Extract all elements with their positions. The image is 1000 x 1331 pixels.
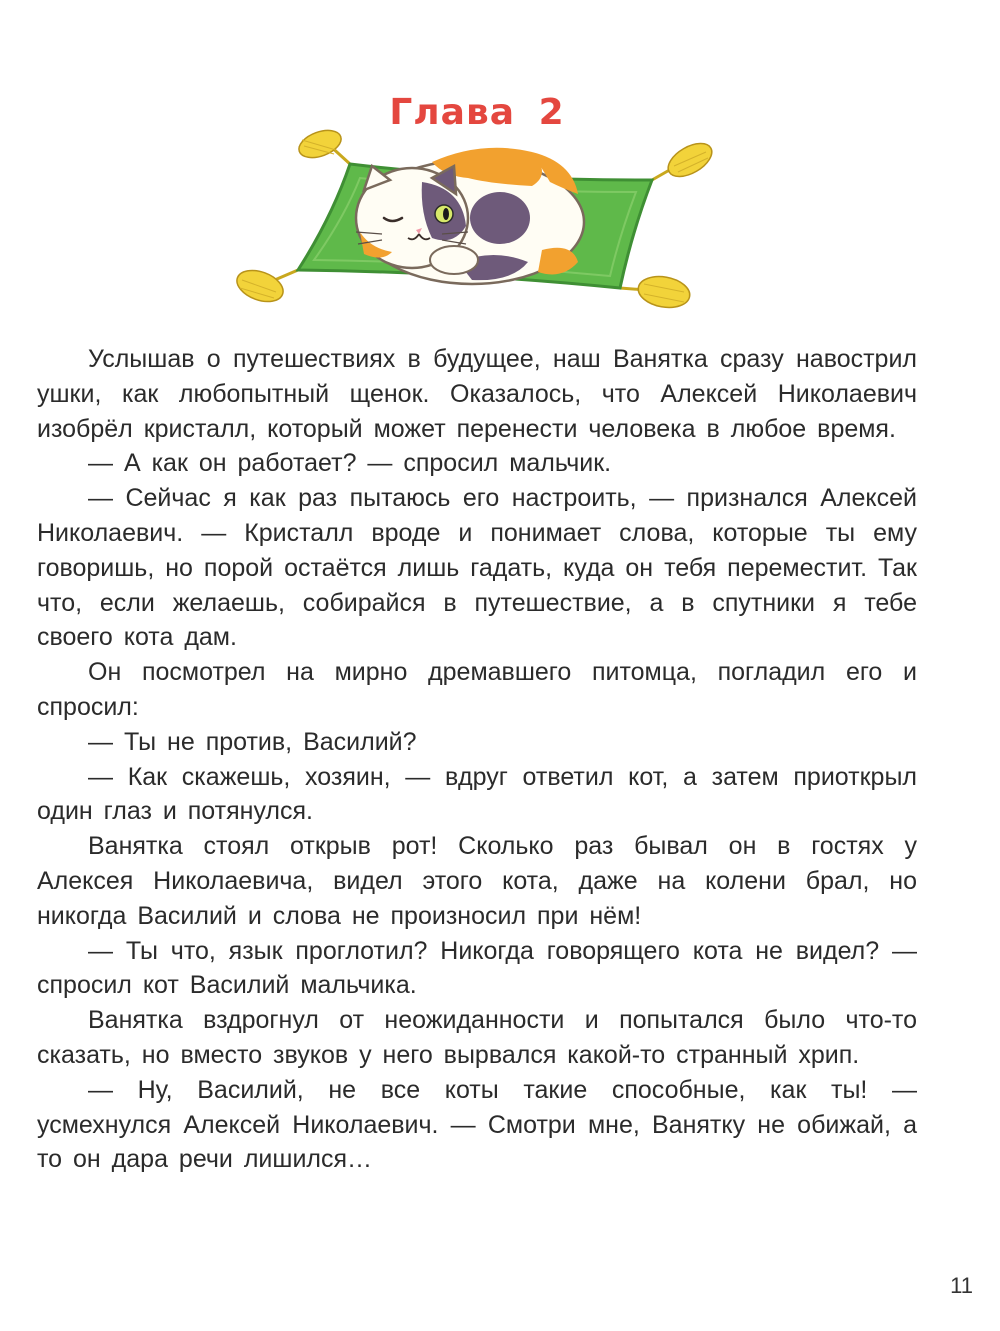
paragraph: — А как он работает? — спросил мальчик. — [88, 449, 612, 478]
pillow-tassel-bottom-right — [620, 273, 692, 312]
pillow-tassel-bottom-left — [233, 265, 298, 308]
paragraph: — Ты не против, Василий? — [88, 727, 417, 756]
paragraph: — Как скажешь, хозяин, — вдруг ответил кот, а затем приоткрыл один глаз и потянулся. — [37, 762, 917, 826]
paragraph: — Ну, Василий, не все коты такие способные, как ты! — усмехнулся Алексей Николаевич. — Смотри мне, Ванятку не обижай, а то он дара речи лишился… — [37, 1075, 917, 1174]
paragraph: Ванятка вздрогнул от неожиданности и попытался было что-то сказать, но вместо звуков у него вырвался какой-то странный хрип. — [37, 1006, 917, 1069]
paragraph: Он посмотрел на мирно дремавшего питомца, погладил его и спросил: — [37, 658, 917, 721]
pillow-tassel-top-right — [652, 137, 717, 184]
sleeping-cat-illustration — [232, 122, 722, 318]
paragraph: — Сейчас я как раз пытаюсь его настроить, — признался Алексей Николаевич. — Кристалл вроде и понимает слова, которые ты ему говоришь, но порой остаётся лишь гадать, куда он тебя переместит. Так что, если желаешь, собирайся в путешествие, а в спутники я тебе своего кота дам. — [37, 484, 917, 652]
paragraph: Услышав о путешествиях в будущее, наш Ванятка сразу навострил ушки, как любопытный щенок. Оказалось, что Алексей Николаевич изобрёл кристалл, который может перенести человека в любое время. — [37, 345, 917, 443]
pillow-tassel-top-left — [295, 125, 350, 164]
story-text — [37, 342, 917, 1177]
paragraph: — Ты что, язык проглотил? Никогда говорящего кота не видел? — спросил кот Василий мальчика. — [37, 936, 917, 1000]
page-number: 11 — [950, 1273, 973, 1298]
chapter-title: Глава 2 — [389, 92, 565, 134]
paragraph: Ванятка стоял открыв рот! Сколько раз бывал он в гостях у Алексея Николаевича, видел этого кота, даже на колени брал, но никогда Василий и слова не произносил при нём! — [37, 832, 917, 930]
